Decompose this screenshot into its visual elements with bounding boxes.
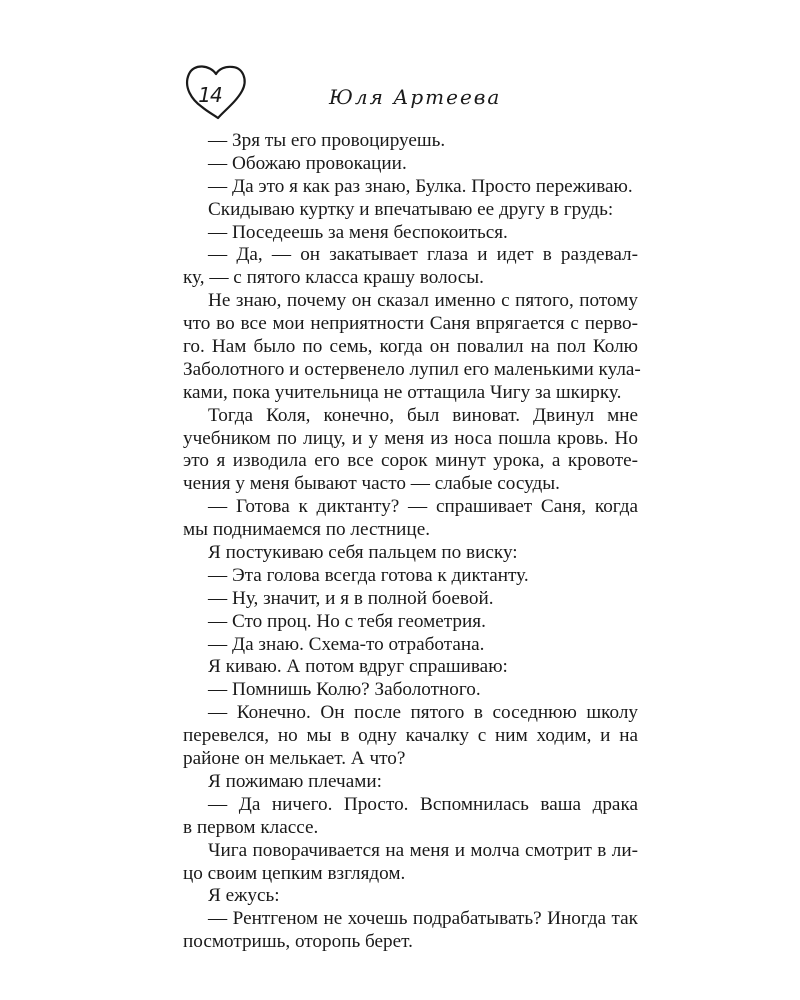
text-line: перевелся, но мы в одну качалку с ним ходим, и на: [183, 725, 638, 747]
text-line: ками, пока учительница не оттащила Чигу за шкирку.: [183, 381, 622, 403]
text-line: — Да, — он закатывает глаза и идет в раздевал-: [208, 244, 638, 266]
text-line: Я пожимаю плечами:: [208, 770, 382, 792]
text-line: го. Нам было по семь, когда он повалил на пол Колю: [183, 336, 638, 358]
text-line: что во все мои неприятности Саня впрягается с перво-: [183, 313, 638, 335]
text-line: — Конечно. Он после пятого в соседнюю школу: [208, 702, 638, 724]
text-line: районе он мелькает. А что?: [183, 748, 406, 770]
text-line: это я изводила его все сорок минут урока, а кровоте-: [183, 450, 638, 472]
text-line: учебником по лицу, и у меня из носа пошла кровь. Но: [183, 427, 638, 449]
page-number: 14: [198, 83, 222, 107]
body-text: [183, 130, 641, 954]
text-line: — Да ничего. Просто. Вспомнилась ваша драка: [208, 793, 638, 815]
text-line: — Обожаю провокации.: [208, 152, 407, 174]
text-line: Тогда Коля, конечно, был виноват. Двинул мне: [208, 404, 638, 426]
text-line: — Готова к диктанту? — спрашивает Саня, когда: [208, 496, 638, 518]
text-line: — Рентгеном не хочешь подрабатывать? Иногда так: [208, 908, 638, 930]
text-line: Скидываю куртку и впечатываю ее другу в грудь:: [208, 198, 614, 220]
text-line: чения у меня бывают часто — слабые сосуды.: [183, 473, 560, 495]
text-line: Не знаю, почему он сказал именно с пятого, потому: [208, 290, 638, 312]
text-line: — Эта голова всегда готова к диктанту.: [208, 564, 529, 586]
text-line: цо своим цепким взглядом.: [183, 862, 406, 884]
text-line: мы поднимаемся по лестнице.: [183, 519, 431, 541]
text-line: — Зря ты его провоцируешь.: [208, 130, 446, 151]
text-line: — Да знаю. Схема-то отработана.: [208, 633, 485, 655]
text-line: — Сто проц. Но с тебя геометрия.: [208, 610, 486, 632]
text-line: Чига поворачивается на меня и молча смотрит в ли-: [208, 839, 638, 861]
text-line: Я ежусь:: [208, 885, 280, 907]
text-line: Заболотного и остервенело лупил его маленькими кула-: [183, 358, 641, 380]
text-line: в первом классе.: [183, 816, 319, 838]
text-line: Я киваю. А потом вдруг спрашиваю:: [208, 656, 508, 678]
text-line: Я постукиваю себя пальцем по виску:: [208, 542, 518, 564]
running-head-author: Юля Артеева: [329, 85, 502, 109]
text-line: посмотришь, оторопь берет.: [183, 931, 413, 953]
text-line: ку, — с пятого класса крашу волосы.: [183, 267, 484, 289]
text-line: — Поседеешь за меня беспокоиться.: [208, 221, 508, 243]
page-header: [183, 64, 638, 124]
text-line: — Ну, значит, и я в полной боевой.: [208, 587, 494, 609]
text-line: — Да это я как раз знаю, Булка. Просто переживаю.: [208, 175, 633, 197]
text-line: — Помнишь Колю? Заболотного.: [208, 679, 481, 701]
